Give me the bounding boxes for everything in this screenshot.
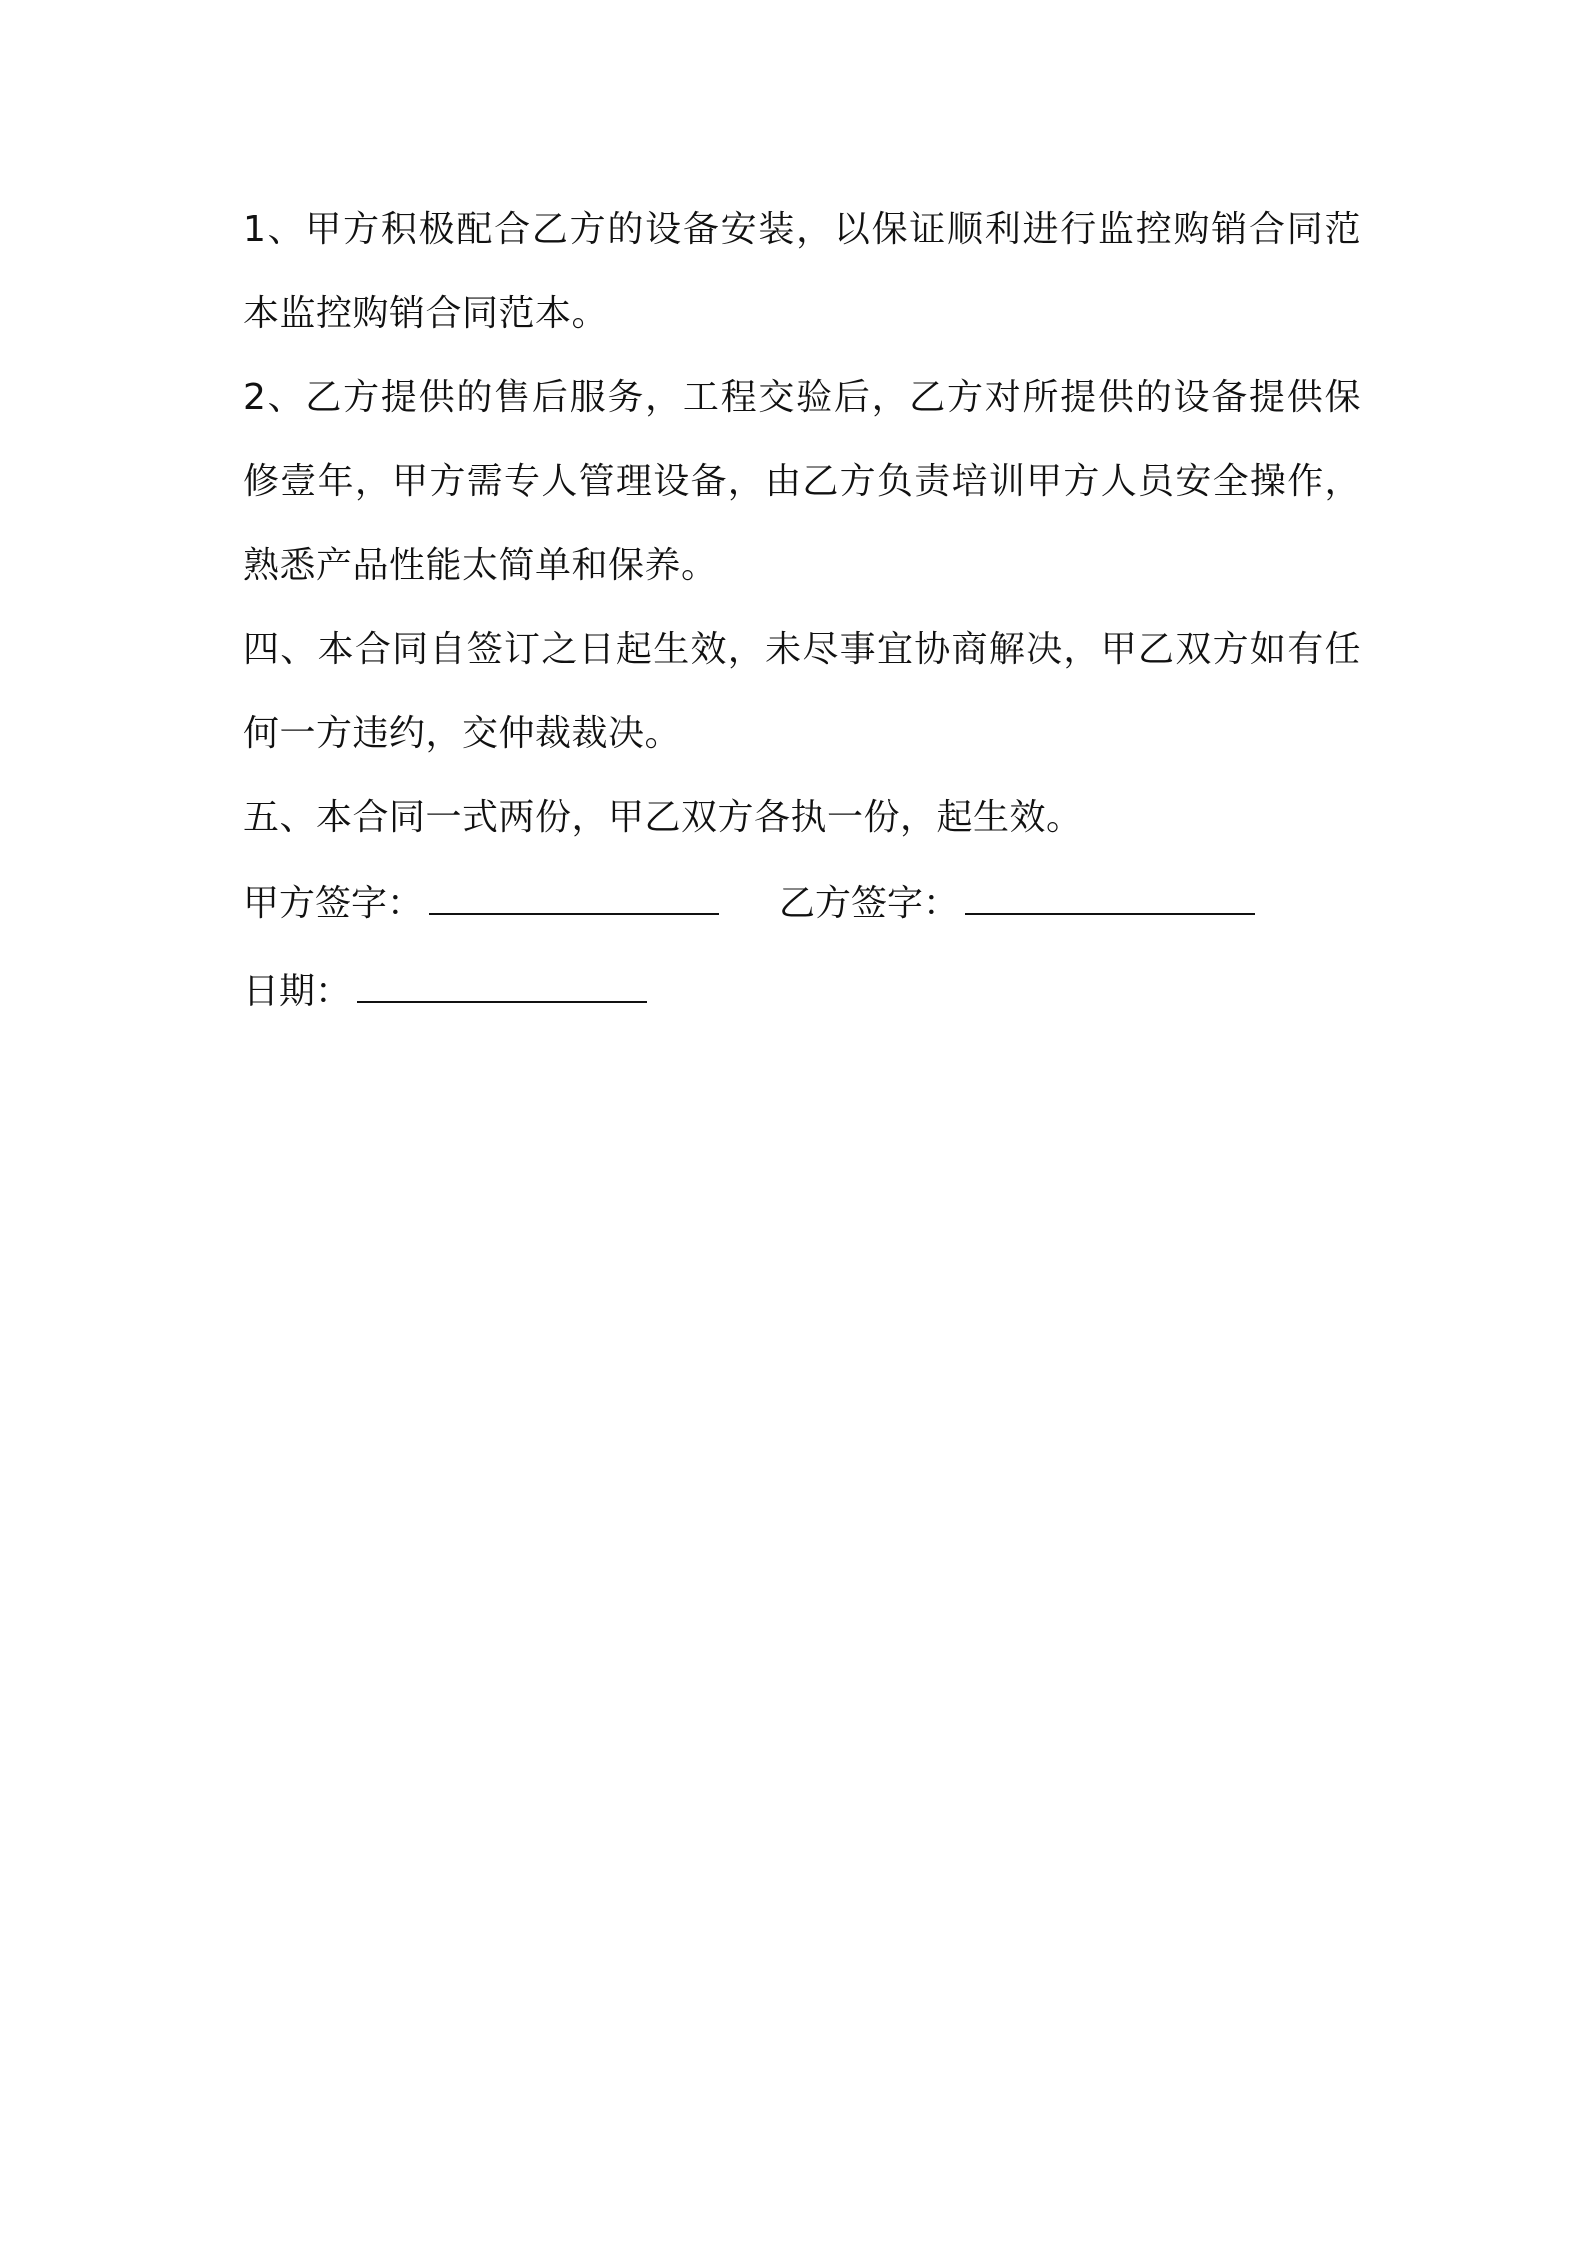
party-b-signature: [779, 860, 1255, 948]
document-body: [243, 188, 1361, 1036]
paragraph-clause-5: 五、本合同一式两份，甲乙双方各执一份，起生效。: [243, 797, 1083, 838]
date-row: [243, 948, 1361, 1036]
party-a-signature-label: 甲方签字：: [243, 883, 424, 924]
date-line: [357, 973, 647, 1003]
party-b-signature-line: [965, 885, 1255, 915]
signature-row: [243, 860, 1361, 948]
paragraph-clause-1: 1、甲方积极配合乙方的设备安装，以保证顺利进行监控购销合同范本监控购销合同范本。: [243, 209, 1361, 334]
date-label: 日期：: [243, 971, 352, 1012]
party-a-signature: [243, 860, 719, 948]
party-b-signature-label: 乙方签字：: [779, 883, 960, 924]
paragraph-clause-4: 四、本合同自签订之日起生效，未尽事宜协商解决，甲乙双方如有任何一方违约，交仲裁裁决。: [243, 629, 1361, 754]
date-field: [243, 948, 647, 1036]
paragraph-clause-2: 2、乙方提供的售后服务，工程交验后，乙方对所提供的设备提供保修壹年，甲方需专人管理设备，由乙方负责培训甲方人员安全操作，熟悉产品性能太简单和保养。: [243, 377, 1361, 586]
party-a-signature-line: [429, 885, 719, 915]
